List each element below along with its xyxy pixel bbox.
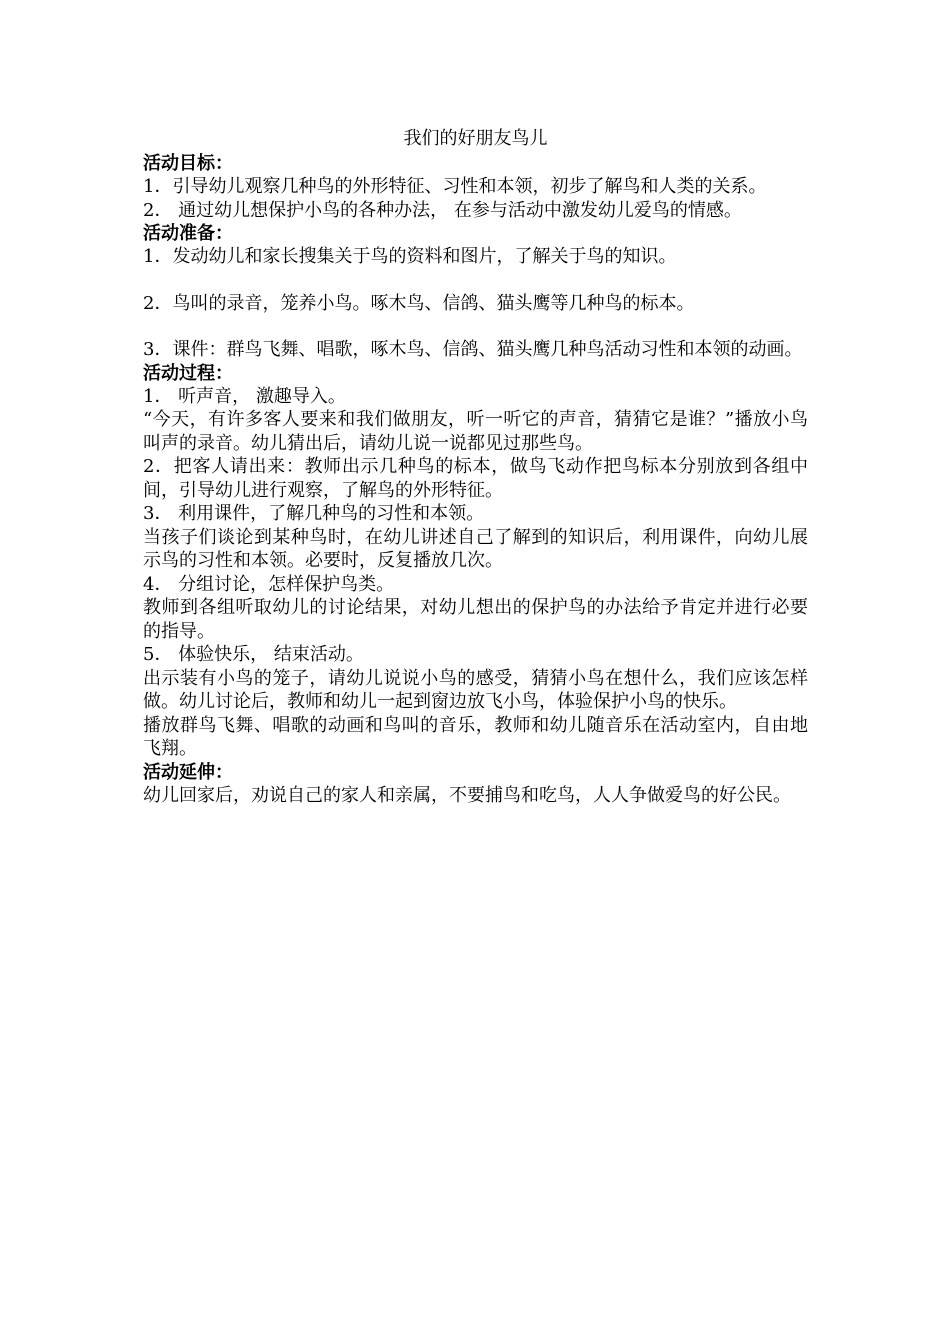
process-paragraph-8: 5． 体验快乐， 结束活动。 xyxy=(143,644,364,665)
process-paragraph-1: 1． 听声音， 激趣导入。 xyxy=(143,385,346,407)
process-paragraph-4: 3． 利用课件，了解几种鸟的习性和本领。 xyxy=(143,503,485,524)
section-heading-extension: 活动延伸： xyxy=(143,761,233,783)
prep-paragraph-1: 1．发动幼儿和家长搜集关于鸟的资料和图片，了解关于鸟的知识。 xyxy=(143,246,677,267)
process-paragraph-5: 当孩子们谈论到某种鸟时，在幼儿讲述自己了解到的知识后，利用课件，向幼儿展示鸟的习性和本领。必要时，反复播放几次。 xyxy=(143,526,808,571)
extension-paragraph-1: 幼儿回家后，劝说自己的家人和亲属，不要捕鸟和吃鸟，人人争做爱鸟的好公民。 xyxy=(143,784,791,806)
process-paragraph-9: 出示装有小鸟的笼子，请幼儿说说小鸟的感受，猜猜小鸟在想什么，我们应该怎样做。幼儿讨论后，教师和幼儿一起到窗边放飞小鸟，体验保护小鸟的快乐。 xyxy=(143,667,808,712)
prep-paragraph-3: 3．课件：群鸟飞舞、唱歌，啄木鸟、信鸽、猫头鹰几种鸟活动习性和本领的动画。 xyxy=(143,339,803,360)
process-paragraph-6: 4． 分组讨论，怎样保护鸟类。 xyxy=(143,573,395,595)
document-title: 我们的好朋友鸟儿 xyxy=(403,128,548,149)
process-paragraph-7: 教师到各组听取幼儿的讨论结果，对幼儿想出的保护鸟的办法给予肯定并进行必要的指导。 xyxy=(143,597,808,642)
section-heading-goals: 活动目标： xyxy=(143,153,233,174)
blank-line xyxy=(143,269,808,292)
goals-paragraph-1: 1．引导幼儿观察几种鸟的外形特征、习性和本领，初步了解鸟和人类的关系。 xyxy=(143,176,767,197)
prep-paragraph-2: 2．鸟叫的录音，笼养小鸟。啄木鸟、信鸽、猫头鹰等几种鸟的标本。 xyxy=(143,292,695,314)
process-paragraph-3: 2．把客人请出来：教师出示几种鸟的标本，做鸟飞动作把鸟标本分别放到各组中间，引导幼儿进行观察，了解鸟的外形特征。 xyxy=(143,456,808,501)
process-paragraph-10: 播放群鸟飞舞、唱歌的动画和鸟叫的音乐，教师和幼儿随音乐在活动室内，自由地飞翔。 xyxy=(143,714,808,759)
goals-paragraph-2: 2． 通过幼儿想保护小鸟的各种办法， 在参与活动中激发幼儿爱鸟的情感。 xyxy=(143,199,742,221)
blank-line xyxy=(143,315,808,338)
section-heading-prep: 活动准备： xyxy=(143,223,233,244)
section-heading-process: 活动过程： xyxy=(143,362,233,384)
document-page xyxy=(143,126,808,807)
process-paragraph-2: “今天，有许多客人要来和我们做朋友，听一听它的声音，猜猜它是谁？”播放小鸟叫声的录音。幼儿猜出后，请幼儿说一说都见过那些鸟。 xyxy=(143,409,808,454)
